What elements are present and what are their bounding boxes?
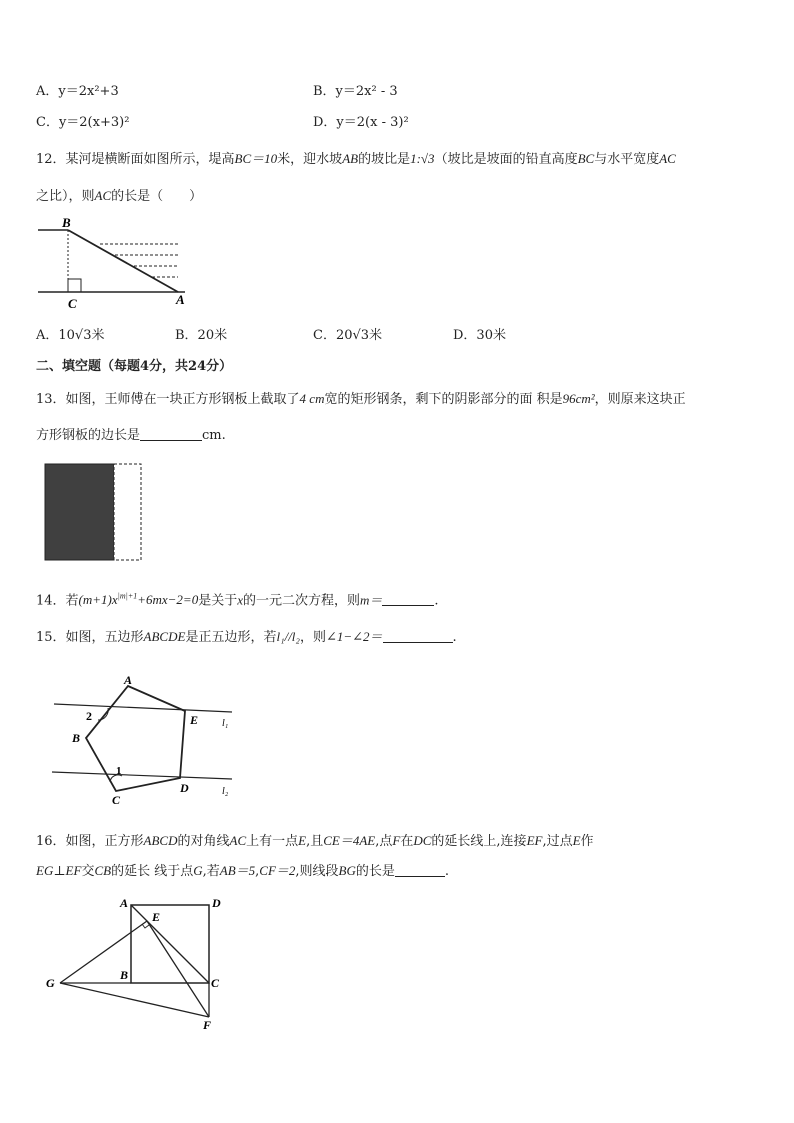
q16-g: G [193,863,203,878]
q16-text: 的对角线 [177,834,230,849]
q15-label-b: B [72,731,81,745]
q16-text: 的延长线上,连接 [431,834,527,849]
q15-pentagon-figure [40,672,240,807]
q16-ef: EF [526,833,543,848]
q15-pentagon-name: ABCDE [143,629,186,644]
q12-option-d: D．30米 [453,328,506,343]
q16-period: . [444,864,450,879]
q15-answer-blank[interactable] [383,628,453,643]
q16-label-g: G [46,976,55,990]
q16-bg: BG [338,863,356,878]
q13-unit: cm. [202,428,226,443]
section-heading: 二、填空题（每题4分，共24分） [36,359,233,374]
q15-parallel: l₁//l₂ [276,629,300,644]
q16-text: ,过点 [542,834,573,849]
q12-ac: AC [659,151,676,166]
q15-text-prefix: 15．如图，五边形 [36,630,144,645]
q15-label-c: C [112,793,121,807]
q12-ratio: 1:√3 [410,151,435,166]
q15-label-a: A [124,673,133,687]
q12-text: 与水平宽度 [594,152,660,167]
q14-text-prefix: 14．若 [36,593,79,609]
q14-equation: $(m+1)x^{|m|+1}+6mx-2=0$ [78,592,199,608]
q16-text: 作 [580,834,594,849]
q13-text: 宽的矩形钢条，剩下的阴影部分的面 积是 [324,392,563,407]
q13-area: 96cm² [562,391,595,406]
q14-text-end: 的一元二次方程，则 [243,593,361,609]
q15-text [36,628,457,647]
q12-text-line2 [36,187,202,206]
q12-bc: BC [577,151,595,166]
q15-label-d: D [180,781,189,795]
q16-ce-relation: CE＝4AE [323,833,376,848]
q16-square-figure [40,893,230,1033]
q12-label-c: C [68,296,77,311]
q12-text: 的坡比是 [358,152,411,167]
q11-option-b: B．y＝2x² - 3 [313,84,398,99]
q16-label-f: F [203,1018,212,1032]
q16-square-name: ABCD [143,833,178,848]
q11-option-c: C．y＝2(x+3)² [36,115,130,130]
q15-label-l2: l₂ [222,786,229,797]
q14-text [36,588,439,610]
q16-f: F [392,833,401,848]
q12-text: 12．某河堤横断面如图所示，堤高 [36,152,235,167]
q12-option-b: B．20米 [175,328,228,343]
q16-e: E [298,833,307,848]
q12-option-a: A．10√3米 [36,328,105,343]
q11-option-a: A．y＝2x²+3 [36,84,119,99]
q12-text: 米，迎水坡 [277,152,343,167]
q16-text: 的长是 [355,864,395,879]
q16-text: ,若 [202,864,220,879]
q12-text: 之比），则 [36,189,95,204]
q15-angle-expr: ∠1−∠2＝ [325,629,383,644]
q16-e: E [572,833,581,848]
q11-option-d: D．y＝2(x - 3)² [313,115,409,130]
q12-text: 的长是（ ） [111,189,203,204]
q16-text: 的延长 线于点 [111,864,194,879]
q16-cb: CB [94,863,112,878]
q14-text-mid: 是关于 [198,593,238,609]
q12-ac: AC [94,188,112,203]
q15-label-angle-1: 1 [116,765,122,777]
q16-label-a: A [120,896,129,910]
q15-text-mid2: ，则 [299,630,326,645]
q12-label-a: A [176,292,185,307]
q16-cf-length: CF＝2 [259,863,296,878]
q15-label-l1: l₁ [222,718,229,729]
q16-text: ,点 [375,834,393,849]
q14-var-x: x [237,592,243,608]
q12-text-line1 [36,150,676,169]
q15-period: . [452,630,457,645]
q16-dc: DC [413,833,432,848]
q16-text: 上有一点 [246,834,299,849]
q16-label-d: D [212,896,221,910]
q13-width: 4 cm [299,391,325,406]
q16-text: ,则线段 [295,864,339,879]
q16-label-b: B [120,968,129,982]
q13-text-line1 [36,390,686,409]
q15-text-mid: 是正五边形，若 [185,630,277,645]
q13-text: 13．如图，王师傅在一块正方形钢板上截取了 [36,392,300,407]
q16-text: , [255,864,260,879]
q12-embankment-figure [30,212,200,312]
q16-label-c: C [211,976,220,990]
q12-ab: AB [342,151,359,166]
q12-option-c: C．20√3米 [313,328,383,343]
q16-label-e: E [152,910,161,924]
q16-text-line1 [36,832,594,851]
q13-text-line2 [36,426,226,445]
q16-answer-blank[interactable] [395,862,445,877]
q16-ab-length: AB＝5 [219,863,256,878]
q16-text: ,且 [306,834,324,849]
q16-ac: AC [229,833,247,848]
q14-period: . [434,593,439,609]
q12-bc-height: BC＝10 [234,151,278,166]
q14-m: m＝ [360,592,383,608]
q14-answer-blank[interactable] [382,591,434,606]
q13-text: 方形钢板的边长是 [36,428,141,443]
q13-steel-plate-figure [44,463,144,563]
q12-label-b: B [62,215,71,230]
q12-text: （坡比是坡面的铅直高度 [434,152,578,167]
q16-eg-perp: EG⊥EF [36,863,82,878]
q16-text: 16．如图，正方形 [36,834,144,849]
q15-label-e: E [190,713,199,727]
q16-text: 在 [400,834,414,849]
q13-text: ，则原来这块正 [594,392,686,407]
q15-label-angle-2: 2 [86,709,92,723]
q13-answer-blank[interactable] [140,426,202,441]
q16-text-line2 [36,862,449,881]
q16-text: 交 [81,864,95,879]
